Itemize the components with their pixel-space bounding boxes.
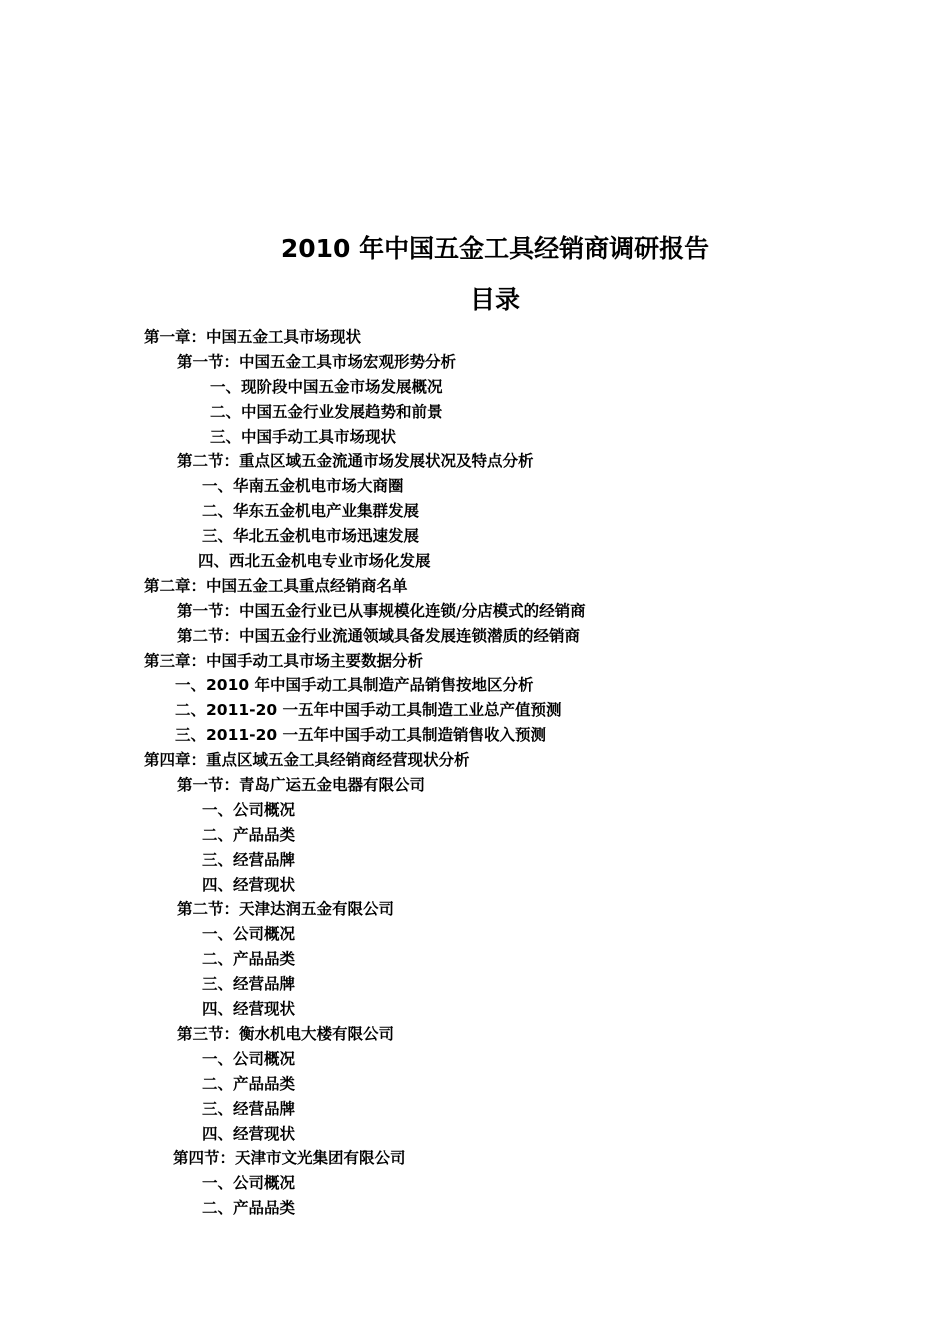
toc-entry: 一、2010 年中国手动工具制造产品销售按地区分析 <box>175 676 534 695</box>
table-of-contents <box>0 325 950 1221</box>
toc-entry: 三、经营品牌 <box>202 850 296 869</box>
toc-entry: 三、经营品牌 <box>202 975 296 994</box>
toc-entry: 第四节：天津市文光集团有限公司 <box>173 1149 406 1168</box>
toc-entry: 第一节：中国五金工具市场宏观形势分析 <box>177 352 457 371</box>
toc-entry: 一、公司概况 <box>202 925 296 944</box>
toc-entry: 第一节：青岛广运五金电器有限公司 <box>177 776 426 795</box>
toc-entry: 二、产品品类 <box>202 1199 296 1218</box>
toc-entry: 第二章：中国五金工具重点经销商名单 <box>144 576 408 595</box>
toc-entry: 二、产品品类 <box>202 825 296 844</box>
toc-entry: 一、华南五金机电市场大商圈 <box>202 477 404 496</box>
toc-entry: 四、西北五金机电专业市场化发展 <box>198 552 431 571</box>
toc-entry: 二、产品品类 <box>202 1074 296 1093</box>
toc-entry: 四、经营现状 <box>202 1124 296 1143</box>
toc-entry: 三、中国手动工具市场现状 <box>210 427 397 446</box>
toc-entry: 一、现阶段中国五金市场发展概况 <box>210 377 443 396</box>
toc-entry: 一、公司概况 <box>202 1049 296 1068</box>
toc-entry: 第一节：中国五金行业已从事规模化连锁/分店模式的经销商 <box>177 601 586 620</box>
toc-entry: 第三章：中国手动工具市场主要数据分析 <box>144 651 424 670</box>
toc-entry: 第四章：重点区域五金工具经销商经营现状分析 <box>144 751 470 770</box>
document-title: 2010 年中国五金工具经销商调研报告 <box>280 234 710 263</box>
toc-entry: 四、经营现状 <box>202 875 296 894</box>
toc-entry: 一、公司概况 <box>202 800 296 819</box>
toc-entry: 二、2011-20 一五年中国手动工具制造工业总产值预测 <box>175 701 562 720</box>
toc-entry: 三、华北五金机电市场迅速发展 <box>202 527 420 546</box>
toc-entry: 第二节：重点区域五金流通市场发展状况及特点分析 <box>177 452 534 471</box>
toc-entry: 第三节：衡水机电大楼有限公司 <box>177 1024 395 1043</box>
toc-entry: 二、华东五金机电产业集群发展 <box>202 502 420 521</box>
toc-entry: 四、经营现状 <box>202 1000 296 1019</box>
toc-entry: 三、经营品牌 <box>202 1099 296 1118</box>
toc-entry: 第二节：中国五金行业流通领域具备发展连锁潜质的经销商 <box>177 626 581 645</box>
toc-entry: 第二节：天津达润五金有限公司 <box>177 900 395 919</box>
toc-entry: 一、公司概况 <box>202 1174 296 1193</box>
toc-entry: 二、中国五金行业发展趋势和前景 <box>210 402 443 421</box>
toc-entry: 第一章：中国五金工具市场现状 <box>144 328 362 346</box>
toc-entry: 三、2011-20 一五年中国手动工具制造销售收入预测 <box>175 726 547 745</box>
toc-entry: 二、产品品类 <box>202 950 296 969</box>
toc-heading: 目录 <box>469 285 520 314</box>
